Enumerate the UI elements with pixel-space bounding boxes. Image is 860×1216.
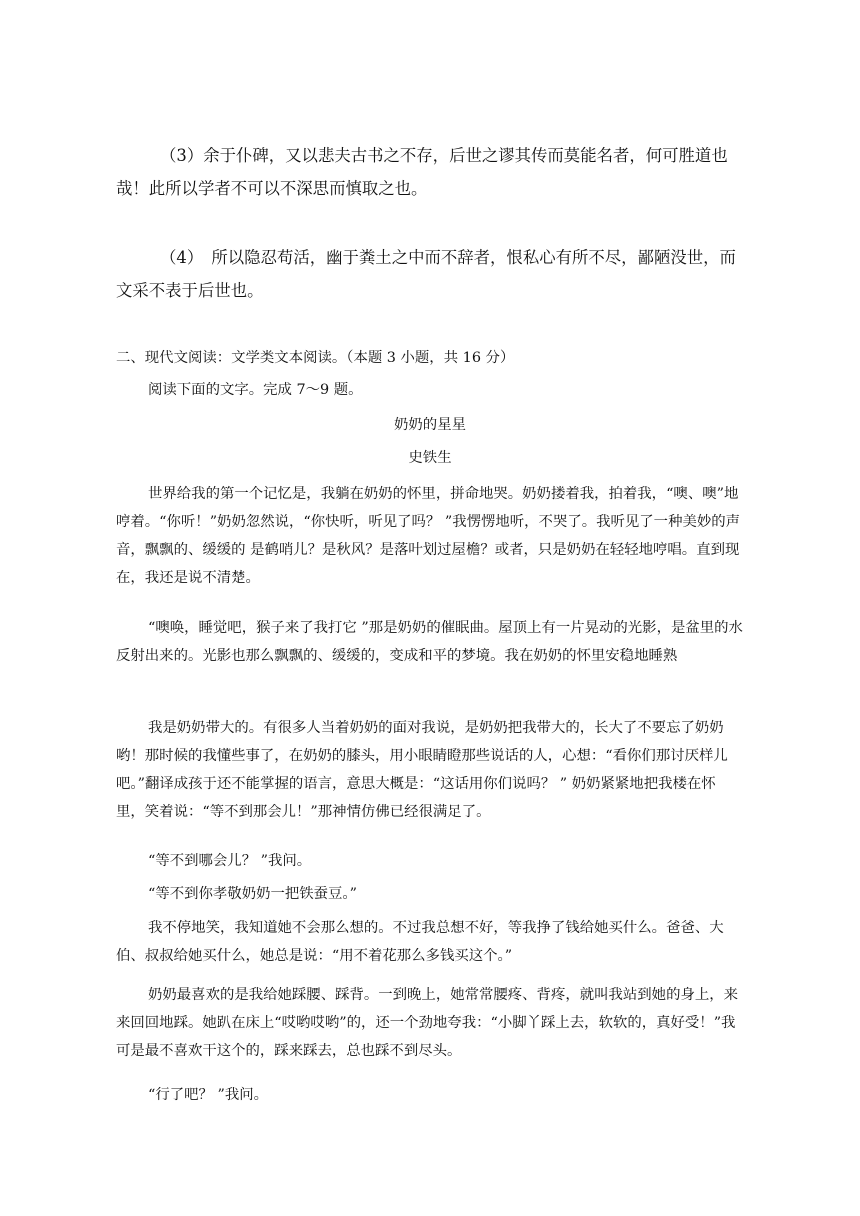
article-author: 史铁生 (408, 450, 452, 466)
article-paragraph: “行了吧？ ”我问。 (148, 1087, 269, 1103)
article-paragraph: “等不到你孝敬奶奶一把铁蚕豆。” (148, 886, 357, 902)
article-paragraph: 奶奶最喜欢的是我给她踩腰、踩背。一到晚上，她常常腰疼、背疼，就叫我站到她的身上，来来回回地踩。她趴在床上“哎哟哎哟”的，还一个劲地夸我：“小脚丫踩上去，软软的，真好受！”我可是最不喜欢干这个的，踩来踩去，总也踩不到尽头。 (116, 987, 739, 1059)
section-heading: 二、现代文阅读：文学类文本阅读。（本题 3 小题，共 16 分） (116, 350, 515, 366)
translation-item-4: （4） 所以隐忍苟活，幽于粪土之中而不辞者，恨私心有所不尽，鄙陋没世，而文采不表于后世也。 (116, 248, 736, 300)
translation-item-3: （3）余于仆碑，又以悲夫古书之不存，后世之谬其传而莫能名者，何可胜道也哉！此所以学者不可以不深思而慎取之也。 (116, 146, 728, 198)
article-paragraph: “噢唤，睡觉吧，猴子来了我打它 ”那是奶奶的催眠曲。屋顶上有一片晃动的光影，是盆里的水反射出来的。光影也那么飘飘的、缓缓的，变成和平的梦境。我在奶奶的怀里安稳地睡熟 (116, 620, 743, 664)
article-title: 奶奶的星星 (394, 417, 466, 433)
reading-instruction: 阅读下面的文字。完成 7～9 题。 (148, 382, 363, 398)
article-paragraph: “等不到哪会儿？ ”我问。 (148, 853, 312, 869)
article-paragraph: 世界给我的第一个记忆是，我躺在奶奶的怀里，拼命地哭。奶奶搂着我，拍着我，“噢、噢”地哼着。“你听！”奶奶忽然说，“你快听，听见了吗？ ”我愣愣地听，不哭了。我听见了一种美妙的声音，飘飘的、缓缓的 是鹤哨儿？是秋风？是落叶划过屋檐？或者，只是奶奶在轻轻地哼唱。直到现在，我还是说不清楚。 (116, 486, 741, 586)
article-paragraph: 我是奶奶带大的。有很多人当着奶奶的面对我说，是奶奶把我带大的，长大了不要忘了奶奶哟！那时候的我懂些事了，在奶奶的膝头，用小眼睛瞪那些说话的人，心想：“看你们那讨厌样儿吧。”翻译成孩于还不能掌握的语言，意思大概是：“这话用你们说吗？ ” 奶奶紧紧地把我楼在怀里，笑着说：“等不到那会儿！”那神情仿佛已经很满足了。 (116, 720, 728, 820)
article-paragraph: 我不停地笑，我知道她不会那么想的。不过我总想不好，等我挣了钱给她买什么。爸爸、大伯、叔叔给她买什么，她总是说：“用不着花那么多钱买这个。” (116, 920, 724, 964)
